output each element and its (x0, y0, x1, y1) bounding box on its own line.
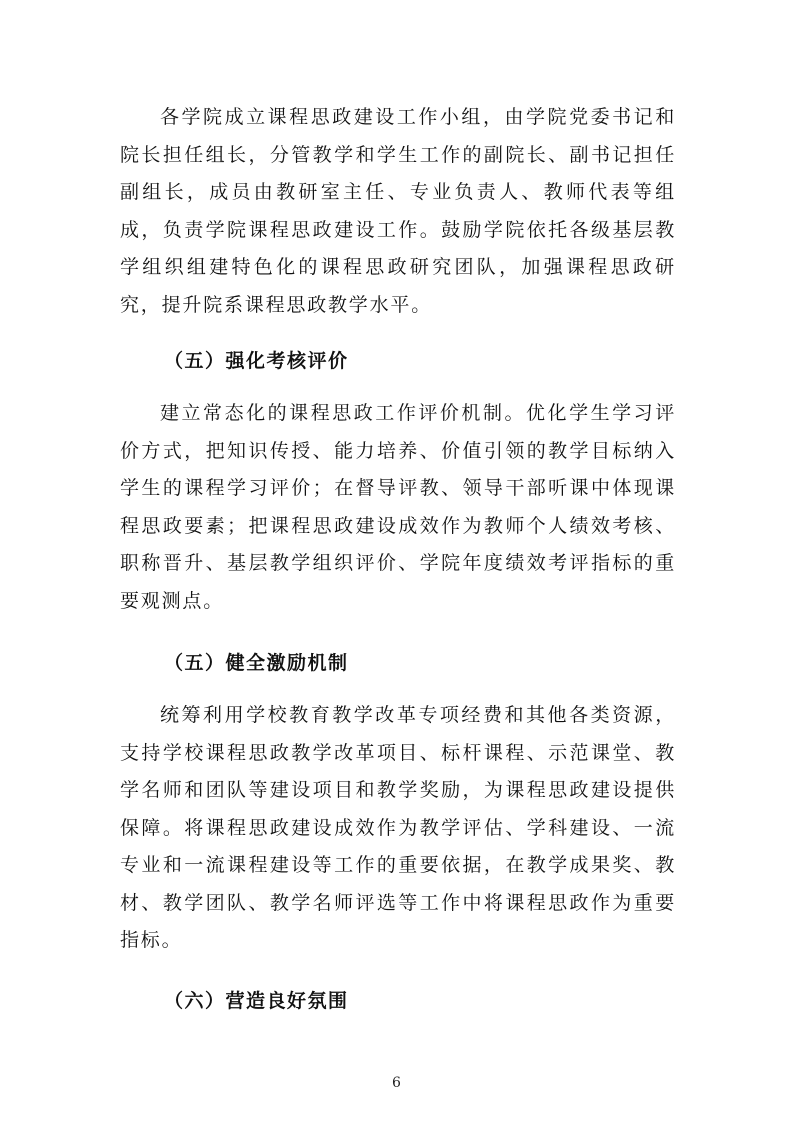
section-heading-incentive: （五）健全激励机制 (164, 652, 349, 674)
page-number: 6 (392, 1075, 401, 1091)
section-heading-assessment: （五）强化考核评价 (164, 350, 349, 372)
paragraph-working-group: 各学院成立课程思政建设工作小组，由学院党委书记和院长担任组长，分管教学和学生工作的副院长、副书记担任副组长，成员由教研室主任、专业负责人、教师代表等组成，负责学院课程思政建设工作。鼓励学院依托各级基层教学组织组建特色化的课程思政研究团队，加强课程思政研究，提升院系课程思政教学水平。 (120, 106, 676, 316)
section-heading-atmosphere: （六）营造良好氛围 (164, 990, 349, 1012)
paragraph-assessment: 建立常态化的课程思政工作评价机制。优化学生学习评价方式，把知识传授、能力培养、价值引领的教学目标纳入学生的课程学习评价；在督导评教、领导干部听课中体现课程思政要素；把课程思政建设成效作为教师个人绩效考核、职称晋升、基层教学组织评价、学院年度绩效考评指标的重要观测点。 (120, 402, 676, 612)
paragraph-incentive: 统筹利用学校教育教学改革专项经费和其他各类资源，支持学校课程思政教学改革项目、标杆课程、示范课堂、教学名师和团队等建设项目和教学奖励，为课程思政建设提供保障。将课程思政建设成效作为教学评估、学科建设、一流专业和一流课程建设等工作的重要依据，在教学成果奖、教材、教学团队、教学名师评选等工作中将课程思政作为重要指标。 (120, 704, 676, 951)
